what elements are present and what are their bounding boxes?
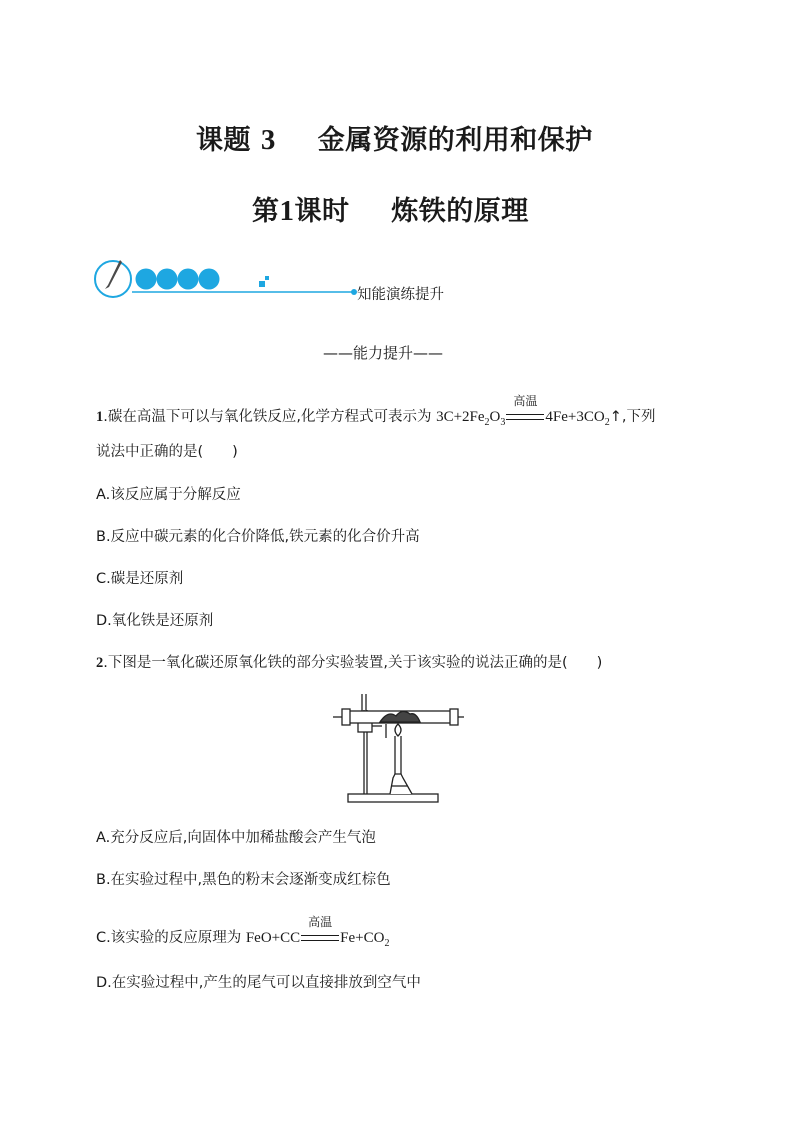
option-2c: C.该实验的反应原理为 FeO+CC 高温 $Fe+CO_2$ [96,915,390,949]
option-1a: A.该反应属于分解反应 [96,487,241,503]
option-1b: B.反应中碳元素的化合价降低,铁元素的化合价升高 [96,529,420,545]
stopper-right [450,709,458,725]
page-title: 课题 3 金属资源的利用和保护 [196,124,593,156]
option-1c: C.碳是还原剂 [96,571,184,587]
option-2b: B.在实验过程中,黑色的粉末会逐渐变成红棕色 [96,872,391,888]
stopper-left [342,709,350,725]
reaction-arrow: 高温 [300,928,340,948]
page-subtitle: 第1课时 炼铁的原理 [252,195,529,227]
deco-square [259,281,265,287]
question-1-stem: 1.碳在高温下可以与氧化铁反应,化学方程式可表示为 $3C+2Fe_2O_3$ 高温 $4Fe+3CO_2↑$,下列 [96,394,656,428]
paintbrush-icon [105,260,122,289]
option-2a: A.充分反应后,向固体中加稀盐酸会产生气泡 [96,830,376,846]
question-1-stem-cont: 说法中正确的是( ) [96,444,238,460]
equation: FeO+CC 高温 $Fe+CO_2$ [245,915,390,949]
question-2-stem: 2.下图是一氧化碳还原氧化铁的部分实验装置,关于该实验的说法正确的是( ) [96,655,603,671]
banner-dot [157,269,178,290]
section-banner [94,255,474,303]
alcohol-lamp [390,774,412,794]
section-label: ——能力提升—— [323,344,444,362]
banner-dot [199,269,220,290]
option-2d: D.在实验过程中,产生的尾气可以直接排放到空气中 [96,975,421,991]
reaction-arrow: 高温 [505,407,545,427]
equation: $3C+2Fe_2O_3$ 高温 $4Fe+3CO_2$ [436,394,610,428]
option-1d: D.氧化铁是还原剂 [96,613,214,629]
banner-dot [178,269,199,290]
stand-base [348,794,438,802]
flame [395,724,401,736]
experiment-apparatus-figure [330,690,466,808]
banner-label: 知能演练提升 [357,287,444,303]
deco-square [265,276,269,280]
banner-dot [136,269,157,290]
